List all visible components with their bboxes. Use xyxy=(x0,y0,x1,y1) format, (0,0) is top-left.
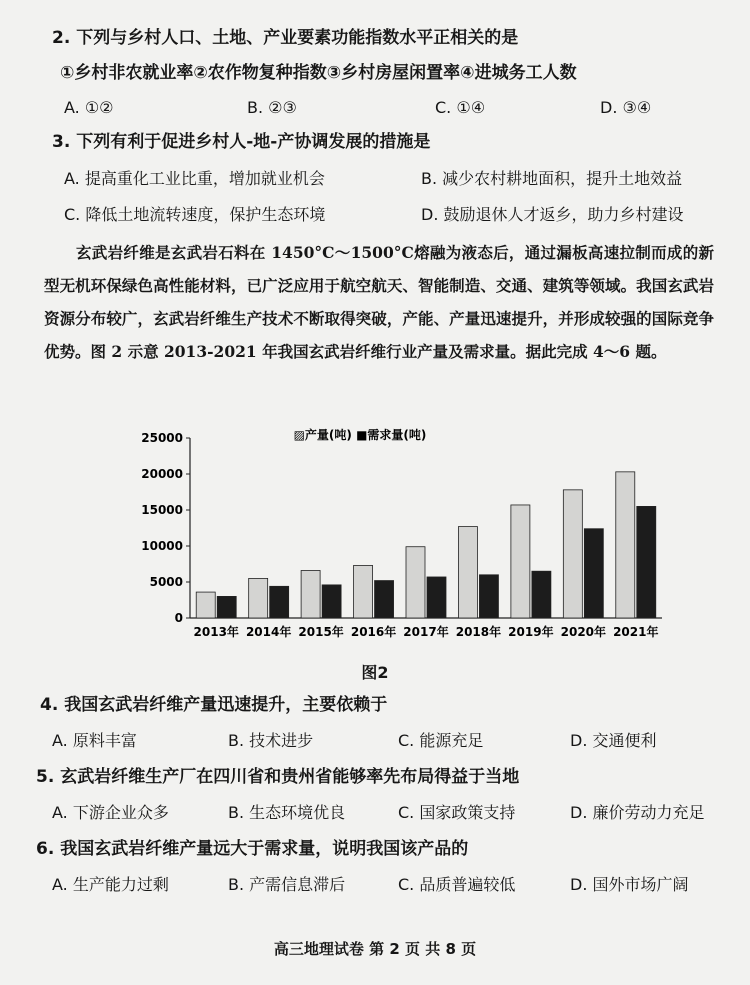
chart-legend: ▨产量(吨) ■需求量(吨) xyxy=(293,428,427,442)
y-tick-label: 20000 xyxy=(141,467,183,481)
bar-production xyxy=(406,547,425,618)
q4-option-b: B. 技术进步 xyxy=(228,731,314,750)
q2-option-b: B. ②③ xyxy=(247,98,297,117)
question-5-stem: 5. 玄武岩纤维生产厂在四川省和贵州省能够率先布局得益于当地 xyxy=(36,767,520,787)
x-tick-label: 2018年 xyxy=(455,625,502,639)
x-tick-label: 2013年 xyxy=(193,625,239,639)
y-tick-label: 10000 xyxy=(141,539,183,553)
bar-demand xyxy=(584,529,603,618)
bar-demand xyxy=(375,581,394,618)
x-tick-label: 2014年 xyxy=(245,625,292,639)
x-tick-label: 2021年 xyxy=(613,625,659,639)
bar-demand xyxy=(427,577,446,618)
figure-caption: 图2 xyxy=(361,663,389,682)
bar-production xyxy=(249,578,268,618)
q4-option-d: D. 交通便利 xyxy=(570,731,657,750)
bar-production xyxy=(511,505,530,618)
q2-option-c: C. ①④ xyxy=(435,98,486,117)
q3-option-a: A. 提高重化工业比重，增加就业机会 xyxy=(64,169,325,188)
y-tick-label: 5000 xyxy=(149,575,183,589)
bar-demand xyxy=(322,585,341,618)
bar-production xyxy=(563,490,582,618)
bar-production xyxy=(458,527,477,618)
bar-production xyxy=(354,565,373,618)
q2-option-a: A. ①② xyxy=(64,98,114,117)
q6-option-b: B. 产需信息滞后 xyxy=(228,875,346,894)
question-2-stem: 2. 下列与乡村人口、土地、产业要素功能指数水平正相关的是 xyxy=(52,28,519,48)
q2-option-d: D. ③④ xyxy=(600,98,652,117)
q4-option-a: A. 原料丰富 xyxy=(52,731,137,750)
bar-production xyxy=(616,472,635,618)
x-tick-label: 2016年 xyxy=(350,625,397,639)
q5-option-a: A. 下游企业众多 xyxy=(52,803,169,822)
question-2-items: ①乡村非农就业率②农作物复种指数③乡村房屋闲置率④进城务工人数 xyxy=(60,63,577,83)
q5-option-d: D. 廉价劳动力充足 xyxy=(570,803,705,822)
bar-demand xyxy=(479,575,498,618)
question-4-stem: 4. 我国玄武岩纤维产量迅速提升，主要依赖于 xyxy=(40,695,388,715)
page-footer: 高三地理试卷 第 2 页 共 8 页 xyxy=(273,940,477,958)
q4-option-c: C. 能源充足 xyxy=(398,731,484,750)
y-tick-label: 0 xyxy=(174,611,183,625)
x-tick-label: 2019年 xyxy=(508,625,554,639)
bar-demand xyxy=(532,571,551,618)
x-tick-label: 2015年 xyxy=(298,625,344,639)
q5-option-c: C. 国家政策支持 xyxy=(398,803,516,822)
q3-option-c: C. 降低土地流转速度，保护生态环境 xyxy=(64,205,326,224)
q3-option-d: D. 鼓励退休人才返乡，助力乡村建设 xyxy=(421,205,684,224)
y-tick-label: 25000 xyxy=(141,431,183,445)
bar-demand xyxy=(637,506,656,618)
q6-option-d: D. 国外市场广阔 xyxy=(570,875,689,894)
x-tick-label: 2020年 xyxy=(560,625,607,639)
question-6-stem: 6. 我国玄武岩纤维产量远大于需求量，说明我国该产品的 xyxy=(36,839,469,859)
passage-text: 玄武岩纤维是玄武岩石料在 1450°C～1500°C熔融为液态后，通过漏板高速拉制而成的新型无机环保绿色高性能材料，已广泛应用于航空航天、智能制造、交通、建筑等领域。我国玄武岩资源分布较广，玄武岩纤维生产技术不断取得突破，产能、产量迅速提升，并形成较强的国际竞争优势。图 2 示意 2013-2021 年我国玄武岩纤维行业产量及需求量。据此完成 4～6 题。 xyxy=(44,243,714,361)
production-demand-bar-chart xyxy=(140,418,670,648)
q5-option-b: B. 生态环境优良 xyxy=(228,803,346,822)
x-tick-label: 2017年 xyxy=(403,625,449,639)
question-3-stem: 3. 下列有利于促进乡村人-地-产协调发展的措施是 xyxy=(52,132,431,152)
q6-option-a: A. 生产能力过剩 xyxy=(52,875,169,894)
bar-production xyxy=(196,592,215,618)
bar-demand xyxy=(270,586,289,618)
q3-option-b: B. 减少农村耕地面积，提升土地效益 xyxy=(421,169,683,188)
bar-production xyxy=(301,570,320,618)
bar-demand xyxy=(217,596,236,618)
q6-option-c: C. 品质普遍较低 xyxy=(398,875,516,894)
y-tick-label: 15000 xyxy=(141,503,183,517)
